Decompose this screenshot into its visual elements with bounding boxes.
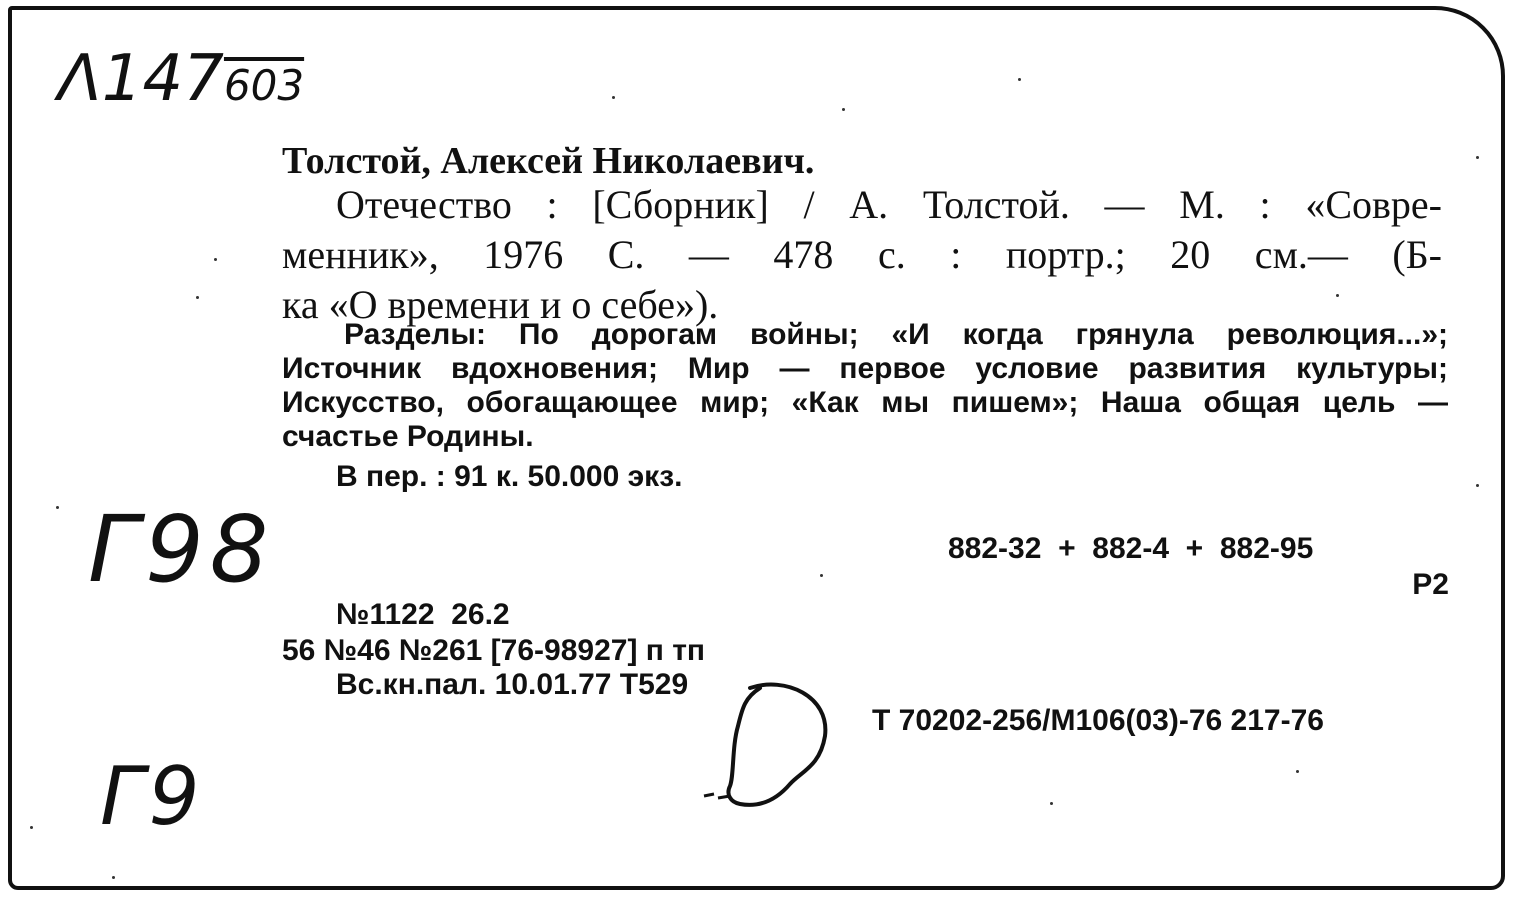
scan-speck: [1296, 770, 1299, 773]
handwritten-mark-g9: Г9: [100, 750, 204, 843]
scan-speck: [56, 506, 59, 509]
index-line: Т 70202-256/М106(03)-76 217-76: [872, 704, 1324, 737]
scan-speck: [820, 574, 823, 577]
contents-line-2: Источник вдохновения; Мир — первое условие развития культуры;: [282, 352, 1448, 385]
scan-speck: [196, 296, 199, 299]
udc-index: 882-32 + 882-4 + 882-95: [948, 532, 1314, 565]
order-line: №1122 26.2: [336, 598, 510, 631]
price-line: В пер. : 91 к. 50.000 экз.: [336, 460, 683, 493]
bbk-index: Р2: [1412, 568, 1449, 601]
scan-speck: [1336, 294, 1339, 297]
contents-note: [282, 318, 1448, 454]
description-line-2: менник», 1976 С. — 478 с. : портр.; 20 см.— (Б-: [282, 232, 1442, 277]
contents-line-1: Разделы: По дорогам войны; «И когда грянула революция...»;: [344, 318, 1448, 351]
scan-speck: [112, 876, 115, 879]
author-heading: Толстой, Алексей Николаевич.: [282, 140, 815, 182]
scan-speck: [1018, 78, 1021, 81]
code-line: 56 №46 №261 [76-98927] п тп: [282, 634, 706, 667]
chamber-line: Вс.кн.пал. 10.01.77 Т529: [336, 668, 689, 701]
description-block: [282, 180, 1442, 330]
description-line-1: Отечество : [Сборник] / А. Толстой. — М. : «Совре-: [336, 182, 1442, 227]
scan-speck: [214, 258, 217, 261]
scan-speck: [1050, 802, 1053, 805]
scan-speck: [612, 96, 615, 99]
shelfmark-sub: 603: [223, 61, 305, 110]
scan-speck: [842, 108, 845, 111]
handwritten-mark-g98: Г98: [88, 496, 275, 603]
handwritten-shelfmark: [58, 44, 304, 121]
shelfmark-main: Λ147: [58, 42, 224, 116]
description-line-3: ка «О времени и о себе»).: [282, 282, 719, 327]
scan-speck: [1476, 156, 1479, 159]
contents-line-4: счастье Родины.: [282, 420, 534, 453]
scan-speck: [30, 826, 33, 829]
contents-line-3: Искусство, обогащающее мир; «Как мы пишем»; Наша общая цель —: [282, 386, 1448, 419]
scan-speck: [1476, 484, 1479, 487]
handwritten-loop-scribble: [690, 676, 840, 816]
